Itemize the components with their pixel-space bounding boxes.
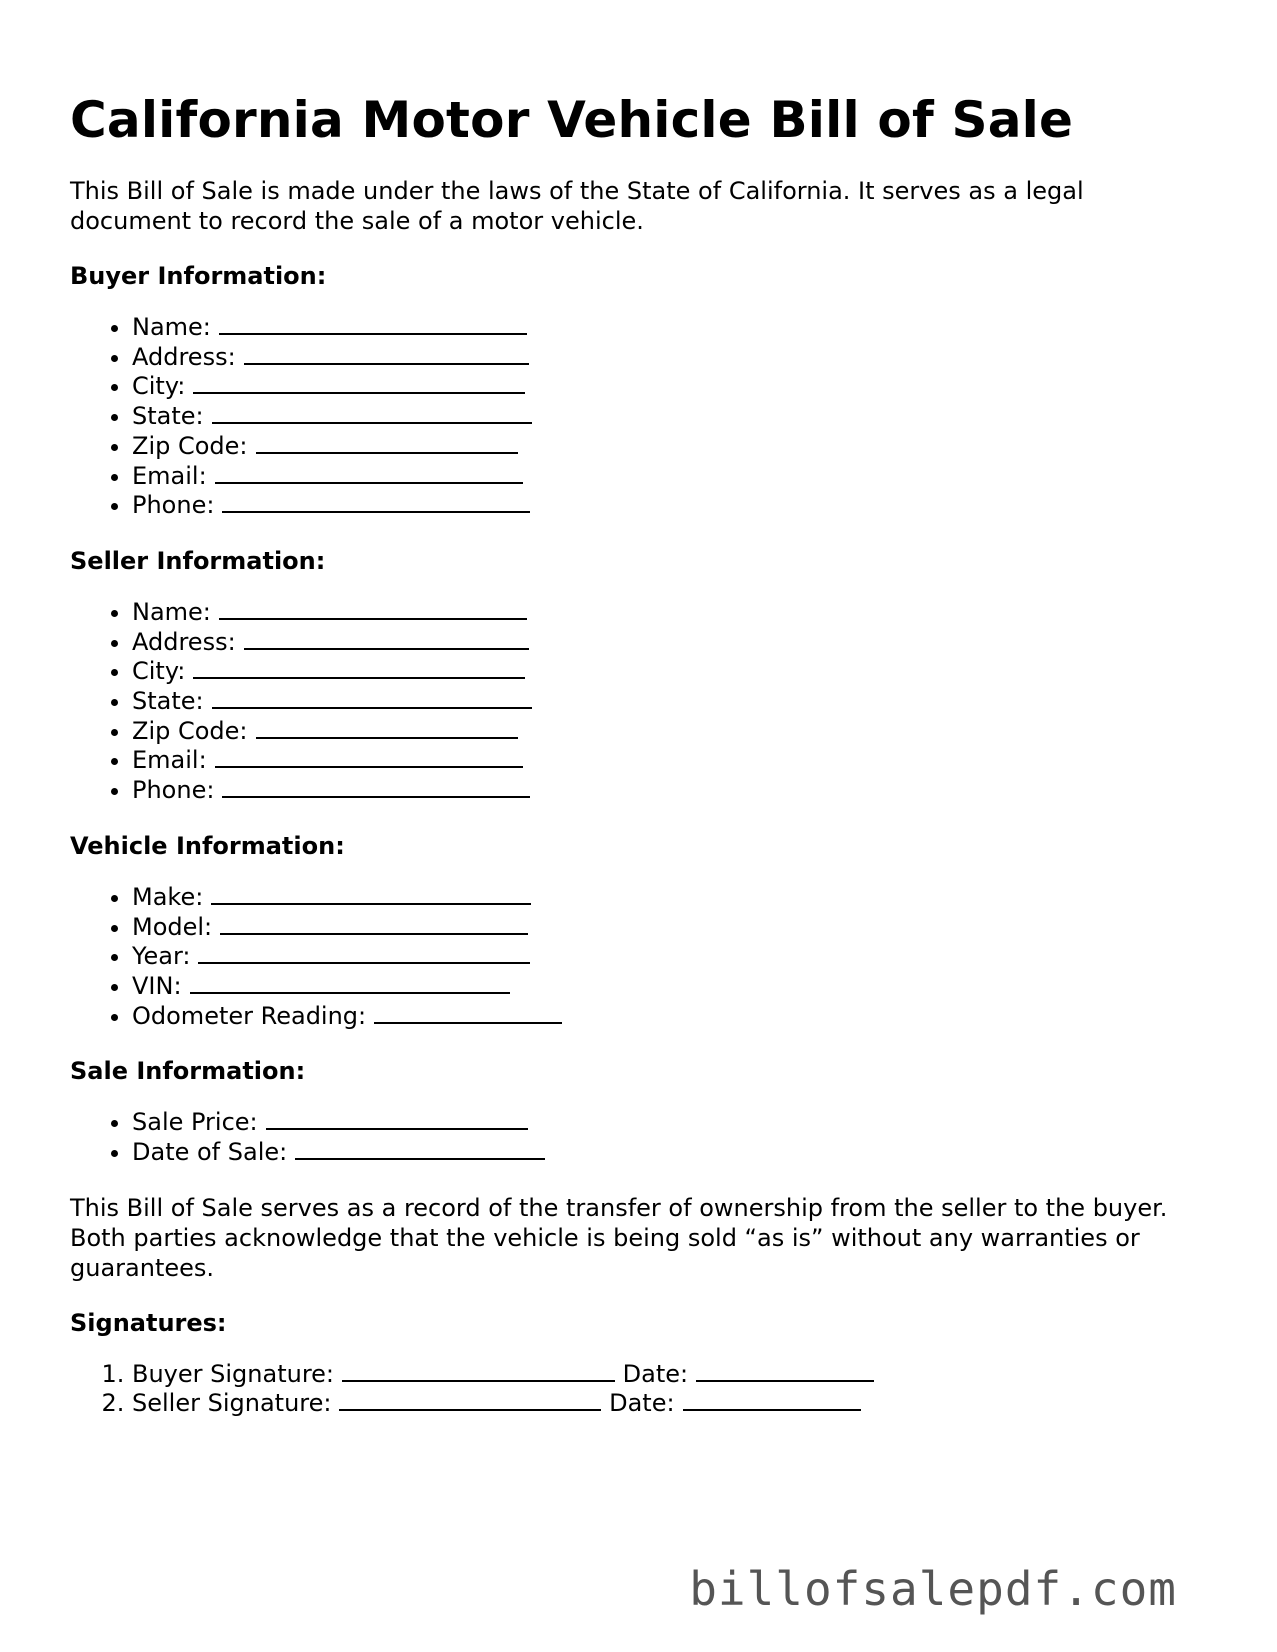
field-label: Phone: [132, 491, 215, 520]
sale-price-blank[interactable] [266, 1108, 528, 1130]
buyer-signature-blank[interactable] [342, 1360, 615, 1382]
field-label: Make: [132, 882, 204, 911]
intro-paragraph: This Bill of Sale is made under the laws of the State of California. It serves as a legal document to record the sale of a motor vehicle. [70, 177, 1084, 235]
field-label: Email: [132, 746, 207, 775]
buyer-state-blank[interactable] [212, 402, 532, 424]
seller-date-blank[interactable] [683, 1389, 861, 1411]
seller-address-item [132, 628, 1210, 658]
seller-email-blank[interactable] [215, 746, 523, 768]
seller-email-item [132, 746, 1210, 776]
field-label: Date of Sale: [132, 1138, 288, 1167]
document-page [70, 84, 1210, 1419]
sale-date-blank[interactable] [295, 1138, 545, 1160]
seller-address-blank[interactable] [244, 628, 529, 650]
buyer-zip-blank[interactable] [256, 432, 518, 454]
seller-zip-blank[interactable] [256, 717, 518, 739]
seller-signature-label: Seller Signature: [132, 1389, 332, 1418]
seller-zip-item [132, 717, 1210, 747]
vehicle-model-item [132, 913, 1210, 943]
buyer-name-blank[interactable] [219, 313, 527, 335]
field-label: Address: [132, 342, 236, 371]
field-label: Email: [132, 461, 207, 490]
field-label: Name: [132, 597, 211, 626]
seller-city-blank[interactable] [193, 657, 525, 679]
field-label: Model: [132, 912, 213, 941]
vehicle-section-heading: Vehicle Information: [70, 831, 345, 860]
field-label: VIN: [132, 971, 182, 1000]
field-label: Name: [132, 313, 211, 341]
buyer-address-blank[interactable] [244, 343, 529, 365]
seller-name-item [132, 598, 1210, 628]
vehicle-year-blank[interactable] [198, 942, 530, 964]
watermark-text: billofsalepdf.com [689, 1562, 1177, 1616]
vehicle-model-blank[interactable] [220, 913, 528, 935]
buyer-phone-item [132, 491, 1210, 521]
field-label: Zip Code: [132, 431, 248, 460]
seller-state-blank[interactable] [212, 687, 532, 709]
buyer-state-item [132, 402, 1210, 432]
field-label: State: [132, 687, 204, 716]
seller-field-list [70, 598, 1210, 806]
vehicle-field-list [70, 883, 1210, 1032]
buyer-zip-item [132, 432, 1210, 462]
date-label: Date: [609, 1389, 675, 1418]
vehicle-vin-blank[interactable] [190, 972, 510, 994]
sale-field-list [70, 1108, 1210, 1167]
vehicle-vin-item [132, 972, 1210, 1002]
field-label: Odometer Reading: [132, 1001, 367, 1030]
seller-signature-blank[interactable] [339, 1389, 601, 1411]
seller-city-item [132, 657, 1210, 687]
sale-date-item [132, 1138, 1210, 1168]
document-title: California Motor Vehicle Bill of Sale [70, 91, 1074, 149]
date-label: Date: [622, 1359, 689, 1388]
signatures-section-heading: Signatures: [70, 1308, 227, 1337]
sale-section-heading: Sale Information: [70, 1057, 306, 1086]
buyer-city-item [132, 372, 1210, 402]
field-label: Zip Code: [132, 716, 248, 745]
buyer-field-list [70, 313, 1210, 521]
field-label: Address: [132, 627, 236, 656]
buyer-signature-item [132, 1360, 1210, 1390]
signature-list [70, 1360, 1210, 1419]
field-label: State: [132, 402, 204, 431]
buyer-email-item [132, 462, 1210, 492]
field-label: City: [132, 372, 186, 401]
seller-signature-item [132, 1389, 1210, 1419]
vehicle-make-item [132, 883, 1210, 913]
seller-phone-blank[interactable] [222, 776, 530, 798]
field-label: City: [132, 657, 186, 686]
sale-price-item [132, 1108, 1210, 1138]
buyer-signature-label: Buyer Signature: [132, 1359, 335, 1388]
field-label: Year: [132, 942, 191, 971]
buyer-address-item [132, 343, 1210, 373]
buyer-phone-blank[interactable] [222, 491, 530, 513]
closing-paragraph: This Bill of Sale serves as a record of the transfer of ownership from the seller to the buyer. Both parties acknowledge that the vehicle is being sold “as is” without any warranties or guarantees. [70, 1193, 1168, 1282]
buyer-section-heading: Buyer Information: [70, 262, 327, 290]
seller-section-heading: Seller Information: [70, 546, 326, 575]
seller-phone-item [132, 776, 1210, 806]
buyer-email-blank[interactable] [215, 462, 523, 484]
seller-state-item [132, 687, 1210, 717]
buyer-date-blank[interactable] [696, 1360, 874, 1382]
field-label: Sale Price: [132, 1108, 258, 1137]
vehicle-year-item [132, 942, 1210, 972]
vehicle-odometer-item [132, 1002, 1210, 1032]
buyer-city-blank[interactable] [193, 372, 525, 394]
seller-name-blank[interactable] [219, 598, 527, 620]
buyer-name-item [132, 313, 1210, 343]
field-label: Phone: [132, 776, 215, 805]
vehicle-odometer-blank[interactable] [374, 1002, 562, 1024]
vehicle-make-blank[interactable] [211, 883, 531, 905]
